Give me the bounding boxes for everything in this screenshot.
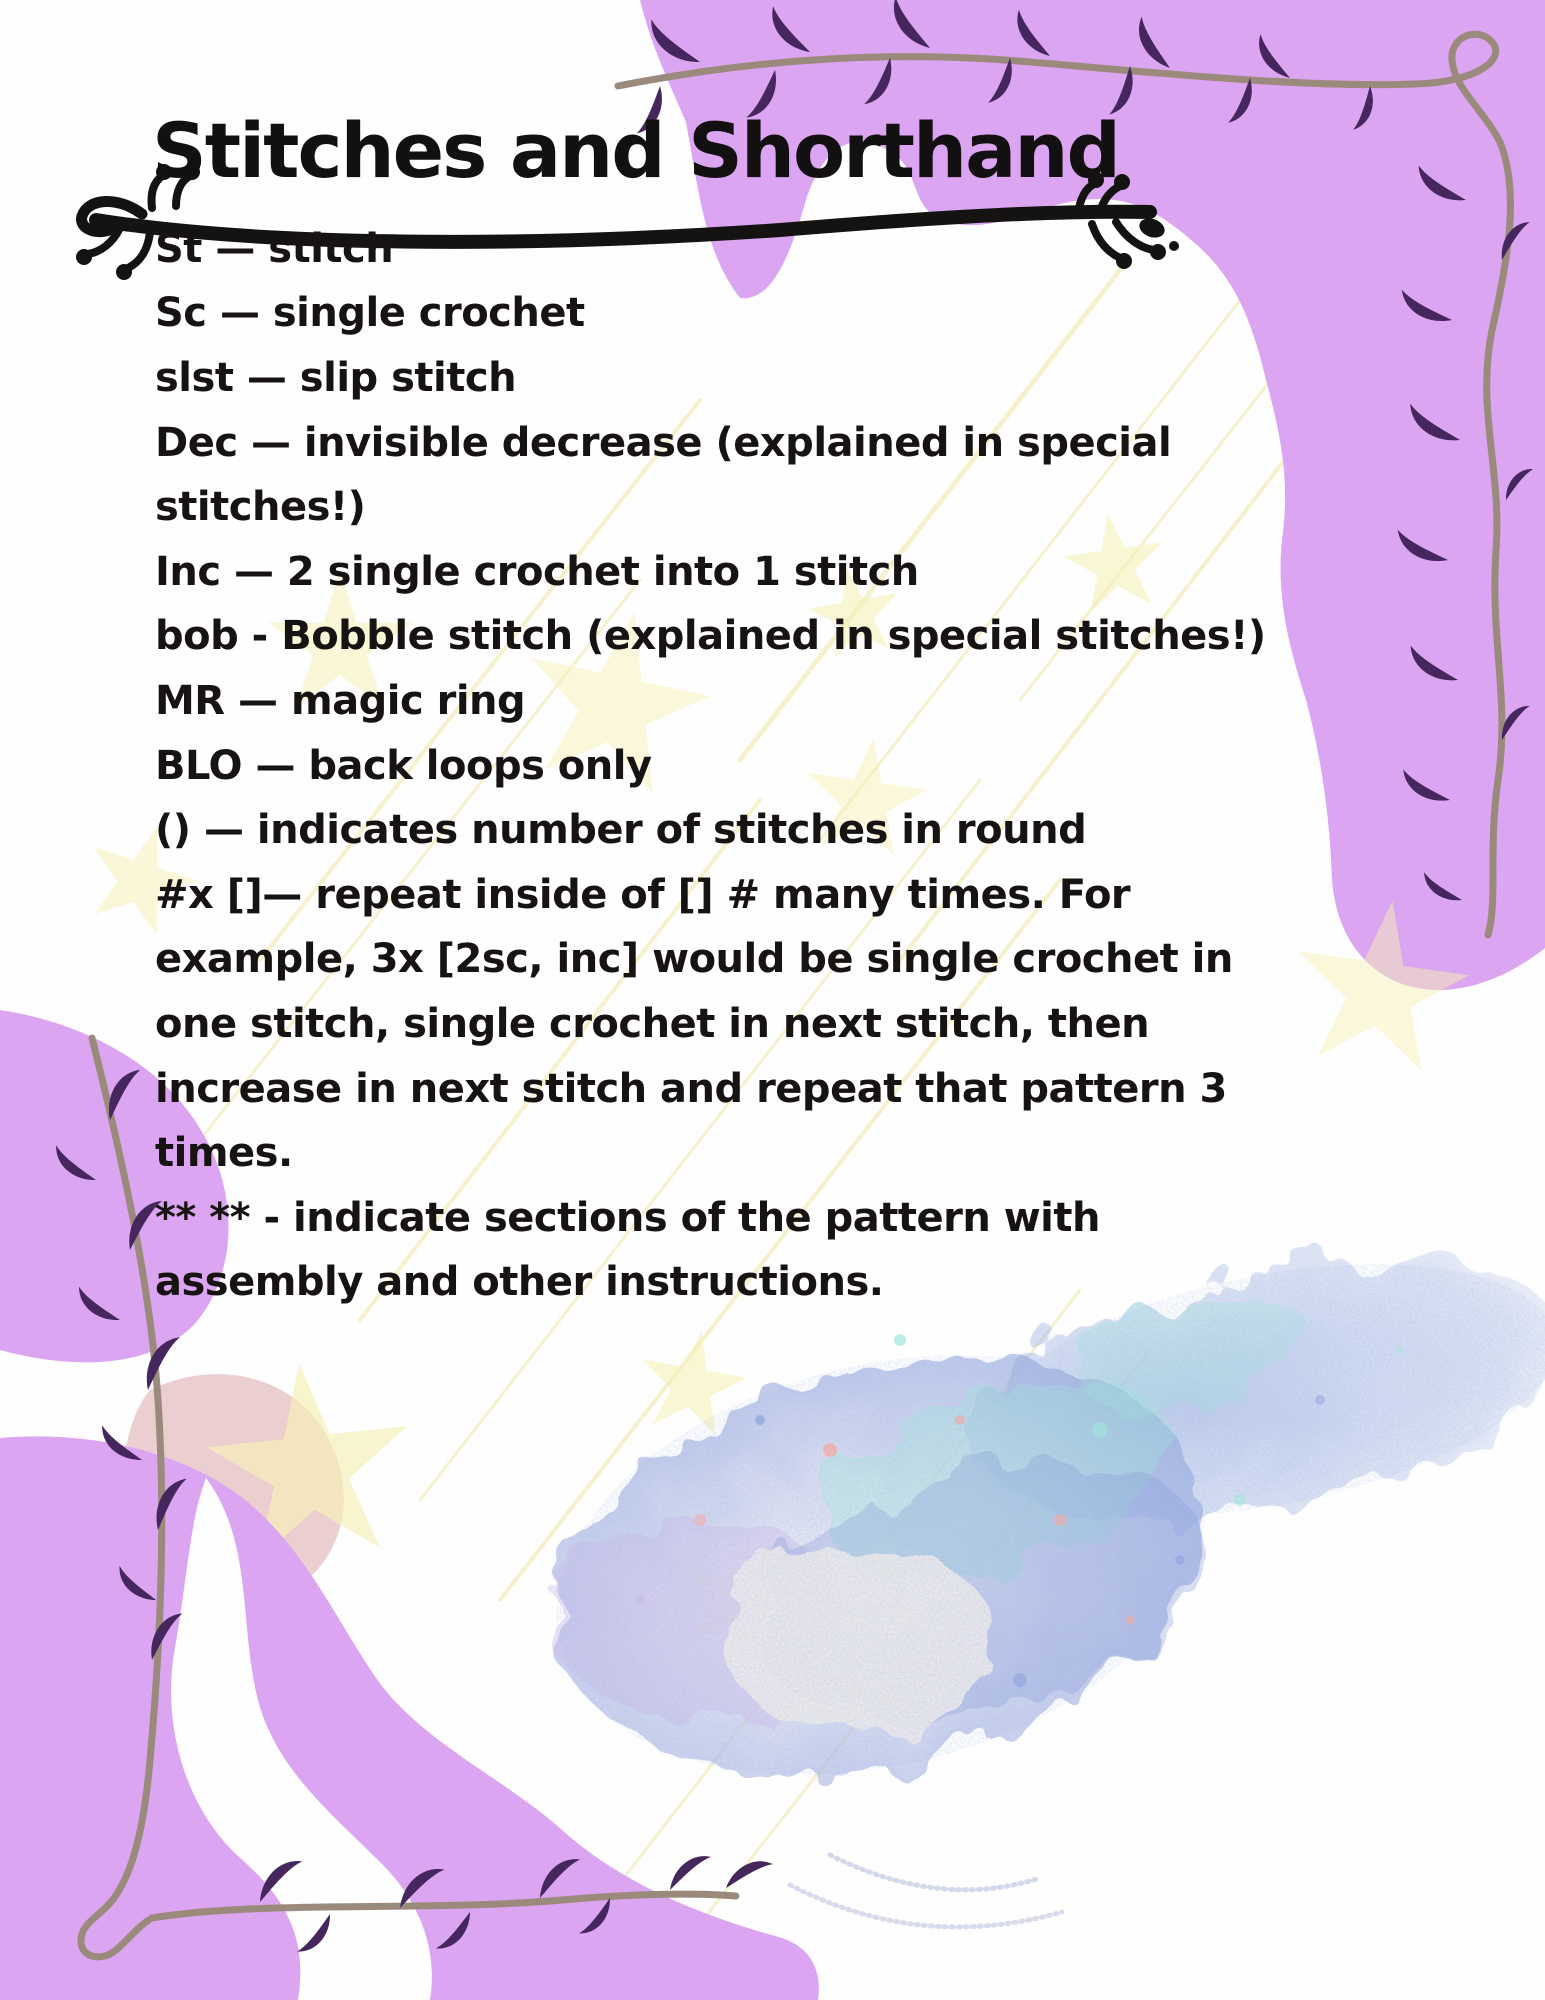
- shorthand-line: ** ** - indicate sections of the pattern with: [155, 1195, 1100, 1241]
- shorthand-line: Inc — 2 single crochet into 1 stitch: [155, 549, 919, 595]
- page-title: Stitches and Shorthand: [152, 106, 1119, 195]
- shorthand-line: stitches!): [155, 484, 366, 530]
- shorthand-line: one stitch, single crochet in next stitch, then: [155, 1001, 1150, 1047]
- shorthand-line: BLO — back loops only: [155, 743, 652, 789]
- shorthand-line: example, 3x [2sc, inc] would be single crochet in: [155, 936, 1233, 982]
- shorthand-line: () — indicates number of stitches in round: [155, 807, 1087, 853]
- shorthand-line: St — stitch: [155, 226, 394, 272]
- shorthand-line: slst — slip stitch: [155, 355, 517, 401]
- shorthand-line: increase in next stitch and repeat that pattern 3: [155, 1066, 1227, 1112]
- shorthand-line: bob - Bobble stitch (explained in special stitches!): [155, 613, 1266, 659]
- comet-illustration: [511, 1215, 1545, 1927]
- shorthand-line: assembly and other instructions.: [155, 1259, 884, 1305]
- shorthand-line: times.: [155, 1130, 293, 1176]
- shorthand-line: Dec — invisible decrease (explained in special: [155, 420, 1172, 466]
- shorthand-line: MR — magic ring: [155, 678, 526, 724]
- shorthand-line: #x []— repeat inside of [] # many times. For: [155, 872, 1131, 918]
- shorthand-line: Sc — single crochet: [155, 290, 585, 336]
